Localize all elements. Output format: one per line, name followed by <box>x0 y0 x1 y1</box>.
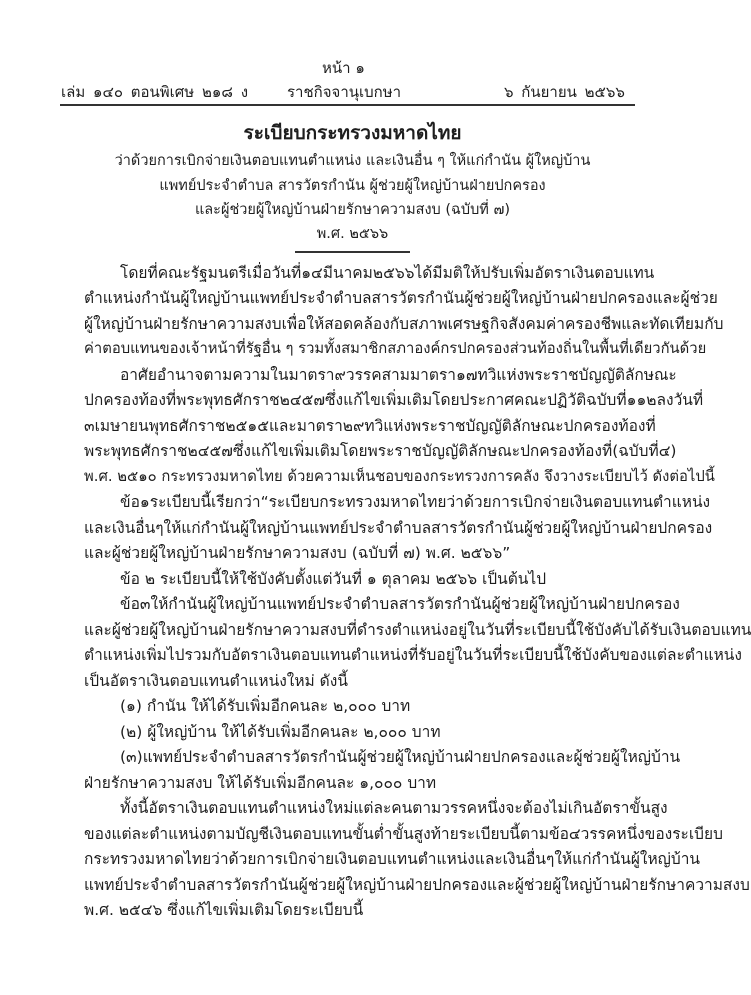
word: (๓) <box>120 748 143 766</box>
word: ทั้งนี้ <box>120 799 149 817</box>
list-item: (๒) ผู้ใหญ่บ้าน ให้ได้รับเพิ่มอีกคนละ ๒,๐๐๐ บาท <box>120 723 441 741</box>
word: แพทย์ประจำตำบล <box>276 595 399 613</box>
publication-date: ๖ กันยายน ๒๕๖๖ <box>504 83 625 101</box>
word: และผู้ช่วยผู้ใหญ่บ้านฝ่ายรักษาความสงบ <box>487 876 750 894</box>
page-number: หน้า ๑ <box>322 59 365 77</box>
preamble-line <box>84 287 718 309</box>
title-subject-line-1: ว่าด้วยการเบิกจ่ายเงินตอบแทนตำแหน่ง และเงินอื่น ๆ ให้แก่กำนัน ผู้ใหญ่บ้าน <box>114 153 591 169</box>
word: แพทย์ประจำตำบล <box>309 519 432 537</box>
word: แพทย์ประจำตำบล <box>142 748 265 766</box>
clause-3-line <box>84 644 742 666</box>
word: ๒๔๕๗ <box>187 442 233 460</box>
word: พุทธศักราช <box>148 417 226 435</box>
preamble-line <box>120 262 655 284</box>
word: ได้มีมติให้ปรับเพิ่มอัตราเงินตอบแทน <box>414 264 655 282</box>
word: ซึ่งแก้ไขเพิ่มเติมโดยพระราชบัญญัติลักษณะปกครองท้องที่ <box>232 442 613 460</box>
final-paragraph-line <box>84 848 701 870</box>
word: ผู้ใหญ่บ้าน <box>207 595 277 613</box>
word: และผู้ช่วยผู้ใหญ่บ้านฝ่ายรักษาความสงบ <box>84 621 347 639</box>
word: ให้กำนัน <box>150 595 208 613</box>
word: และเงินอื่น <box>84 519 156 537</box>
word: เมษายน <box>94 417 149 435</box>
word: ผู้ใหญ่บ้าน <box>180 289 250 307</box>
volume-info: เล่ม ๑๔๐ ตอนพิเศษ ๒๑๘ ง <box>61 83 249 101</box>
word: ๒๕๑๕ <box>225 417 269 435</box>
word: และมาตรา <box>268 417 343 435</box>
word: ผู้ช่วยผู้ใหญ่บ้านฝ่ายปกครอง <box>357 748 546 766</box>
word: อัตราเงินตอบแทนตำแหน่งใหม่แต่ละคนตามวรรคหนึ่งจะต้องไม่เกินอัตราขั้นสูง <box>148 799 668 817</box>
clause-2: ข้อ ๒ ระเบียบนี้ให้ใช้บังคับตั้งแต่วันที่ ๑ ตุลาคม ๒๕๖๖ เป็นต้นไป <box>120 570 547 588</box>
word: ทวิ <box>477 366 497 384</box>
list-item: (๑) กำนัน ให้ได้รับเพิ่มอีกคนละ ๒,๐๐๐ บาท <box>120 697 411 715</box>
word: สารวัตรกำนัน <box>205 876 299 894</box>
title-subject-line-2: แพทย์ประจำตำบล สารวัตรกำนัน ผู้ช่วยผู้ใหญ่บ้านฝ่ายปกครอง <box>159 178 546 194</box>
word: ตำแหน่งเพิ่มไปรวมกับอัตราเงินตอบแทนตำแหน่งที่รับอยู่ในวันที่ระเบียบนี้ใช้บังคับของแต่ละตำแหน่ง <box>84 646 742 664</box>
word: ปกครองท้องที่ <box>84 391 177 409</box>
word: ๓ <box>84 417 95 435</box>
word: และเงินอื่น <box>474 850 547 868</box>
word: ๙ <box>334 366 346 384</box>
word: วรรคสาม <box>345 366 410 384</box>
title-year: พ.ศ. ๒๕๖๖ <box>316 226 389 242</box>
word: แห่งพระราชบัญญัติลักษณะ <box>496 366 677 384</box>
word: แพทย์ประจำตำบล <box>249 289 372 307</box>
word: ค่าครองชีพและทัดเทียมกับ <box>545 315 724 333</box>
word: พระพุทธศักราช <box>84 442 188 460</box>
word: ของแต่ละตำแหน่งตามบัญชีเงินตอบแทนขั้นต่ำขั้นสูงท้ายระเบียบนี้ตามข้อ <box>84 825 569 843</box>
word: ให้แก่กำนัน <box>554 850 631 868</box>
word: ๔ <box>568 825 581 843</box>
word: ผู้ใหญ่บ้าน <box>239 519 310 537</box>
word: ๆ <box>155 519 164 537</box>
word: (ฉบับที่ <box>612 442 659 460</box>
word: ๓ <box>139 595 151 613</box>
word: ๒๙ <box>342 417 365 435</box>
clause-1-line: และผู้ช่วยผู้ใหญ่บ้านฝ่ายรักษาความสงบ (ฉบับที่ ๗) พ.ศ. ๒๕๖๖” <box>84 544 511 562</box>
word: ๑๑๒ <box>626 391 657 409</box>
word: ๒๕๖๖ <box>372 264 415 282</box>
word: สารวัตรกำนัน <box>431 519 524 537</box>
title-subject-line-3: และผู้ช่วยผู้ใหญ่บ้านฝ่ายรักษาความสงบ (ฉบับที่ ๗) <box>194 202 511 218</box>
word: ผู้ช่วยผู้ใหญ่บ้านฝ่ายปกครอง <box>491 595 680 613</box>
word: ลงวันที่ <box>656 391 704 409</box>
word: “ระเบียบกระทรวงมหาดไทยว่าด้วยการเบิกจ่ายเงินตอบแทนตำแหน่ง <box>260 493 711 511</box>
word: ของระเบียบ <box>644 825 723 843</box>
word: ผู้ช่วยผู้ใหญ่บ้านฝ่ายปกครอง <box>523 519 713 537</box>
word: พระพุทธศักราช <box>176 391 280 409</box>
clause-3-line <box>120 593 680 615</box>
word: ๑๗ <box>455 366 478 384</box>
word: ๑ <box>139 493 150 511</box>
word: กระทรวงมหาดไทยว่าด้วยการเบิกจ่ายเงินตอบแทนตำแหน่ง <box>84 850 475 868</box>
word: และผู้ช่วย <box>652 289 718 307</box>
word: ๑๔ <box>301 264 323 282</box>
word: ฉบับที่ <box>586 391 627 409</box>
word: ๆ <box>546 850 555 868</box>
word: และผู้ช่วยผู้ใหญ่บ้าน <box>545 748 681 766</box>
word: ข้อ <box>120 595 140 613</box>
word: มีนาคม <box>322 264 373 282</box>
word: ข้อ <box>120 493 140 511</box>
authority-line <box>84 440 677 462</box>
word: ระเบียบนี้เรียกว่า <box>149 493 261 511</box>
word: สารวัตรกำนัน <box>371 289 465 307</box>
authority-line: พ.ศ. ๒๕๑๐ กระทรวงมหาดไทย ด้วยความเห็นชอบของกระทรวงการคลัง จึงวางระเบียบไว้ ดังต่อไปนี้ <box>84 468 715 485</box>
word: ซึ่งแก้ไขเพิ่มเติมโดยประกาศคณะปฏิวัติ <box>325 391 587 409</box>
final-paragraph-line <box>84 874 750 896</box>
word: ตำแหน่งกำนัน <box>84 289 181 307</box>
authority-line <box>84 415 656 437</box>
authority-line <box>84 389 704 411</box>
word: สังคม <box>508 315 546 333</box>
word: ๒๔๕๗ <box>279 391 325 409</box>
word: อาศัยอำนาจตามความในมาตรา <box>120 366 335 384</box>
clause-3-line: เป็นอัตราเงินตอบแทนตำแหน่งใหม่ ดังนี้ <box>84 672 348 690</box>
word: สารวัตรกำนัน <box>398 595 492 613</box>
word: ผู้ใหญ่บ้านฝ่ายรักษาความสงบ <box>84 315 282 333</box>
word: ให้แก่กำนัน <box>163 519 240 537</box>
list-item <box>120 746 681 768</box>
final-paragraph-line: พ.ศ. ๒๕๔๖ ซึ่งแก้ไขเพิ่มเติมโดยระเบียบนี้ <box>84 901 364 919</box>
gazette-name: ราชกิจจานุเบกษา <box>287 83 402 101</box>
final-paragraph-line <box>120 797 668 819</box>
word: แห่งพระราชบัญญัติลักษณะปกครองท้องที่ <box>383 417 656 435</box>
preamble-line: ค่าตอบแทนของเจ้าหน้าที่รัฐอื่น ๆ รวมทั้งสมาชิกสภาองค์กรปกครองส่วนท้องถิ่นในพื้นที่เดียวกันด้วย <box>84 340 707 357</box>
word: ทวิ <box>364 417 384 435</box>
word: สารวัตรกำนัน <box>264 748 358 766</box>
regulation-title: ระเบียบกระทรวงมหาดไทย <box>243 122 462 144</box>
word: วรรคหนึ่ง <box>580 825 645 843</box>
word: ผู้ช่วยผู้ใหญ่บ้านฝ่ายปกครอง <box>298 876 488 894</box>
clause-1-line <box>84 517 713 539</box>
word: โดยที่คณะรัฐมนตรีเมื่อวันที่ <box>120 264 302 282</box>
clause-1-line <box>120 491 711 513</box>
word: ผู้ใหญ่บ้าน <box>630 850 701 868</box>
word: ผู้ช่วยผู้ใหญ่บ้านฝ่ายปกครอง <box>464 289 653 307</box>
word: มาตรา <box>409 366 456 384</box>
word: ที่ดำรงตำแหน่งอยู่ในวันที่ระเบียบนี้ใช้บังคับได้รับเงินตอบแทน <box>346 621 751 639</box>
title-underline <box>295 251 410 253</box>
word: เพื่อให้สอดคล้องกับสภาพเศรษฐกิจ <box>281 315 509 333</box>
word: แพทย์ประจำตำบล <box>84 876 206 894</box>
authority-line <box>120 364 677 386</box>
list-item: ฝ่ายรักษาความสงบ ให้ได้รับเพิ่มอีกคนละ ๑,๐๐๐ บาท <box>84 774 437 792</box>
word: ๔) <box>658 442 677 460</box>
header-rule <box>60 104 635 106</box>
final-paragraph-line <box>84 823 723 845</box>
clause-3-line <box>84 619 751 641</box>
preamble-line <box>84 313 724 335</box>
